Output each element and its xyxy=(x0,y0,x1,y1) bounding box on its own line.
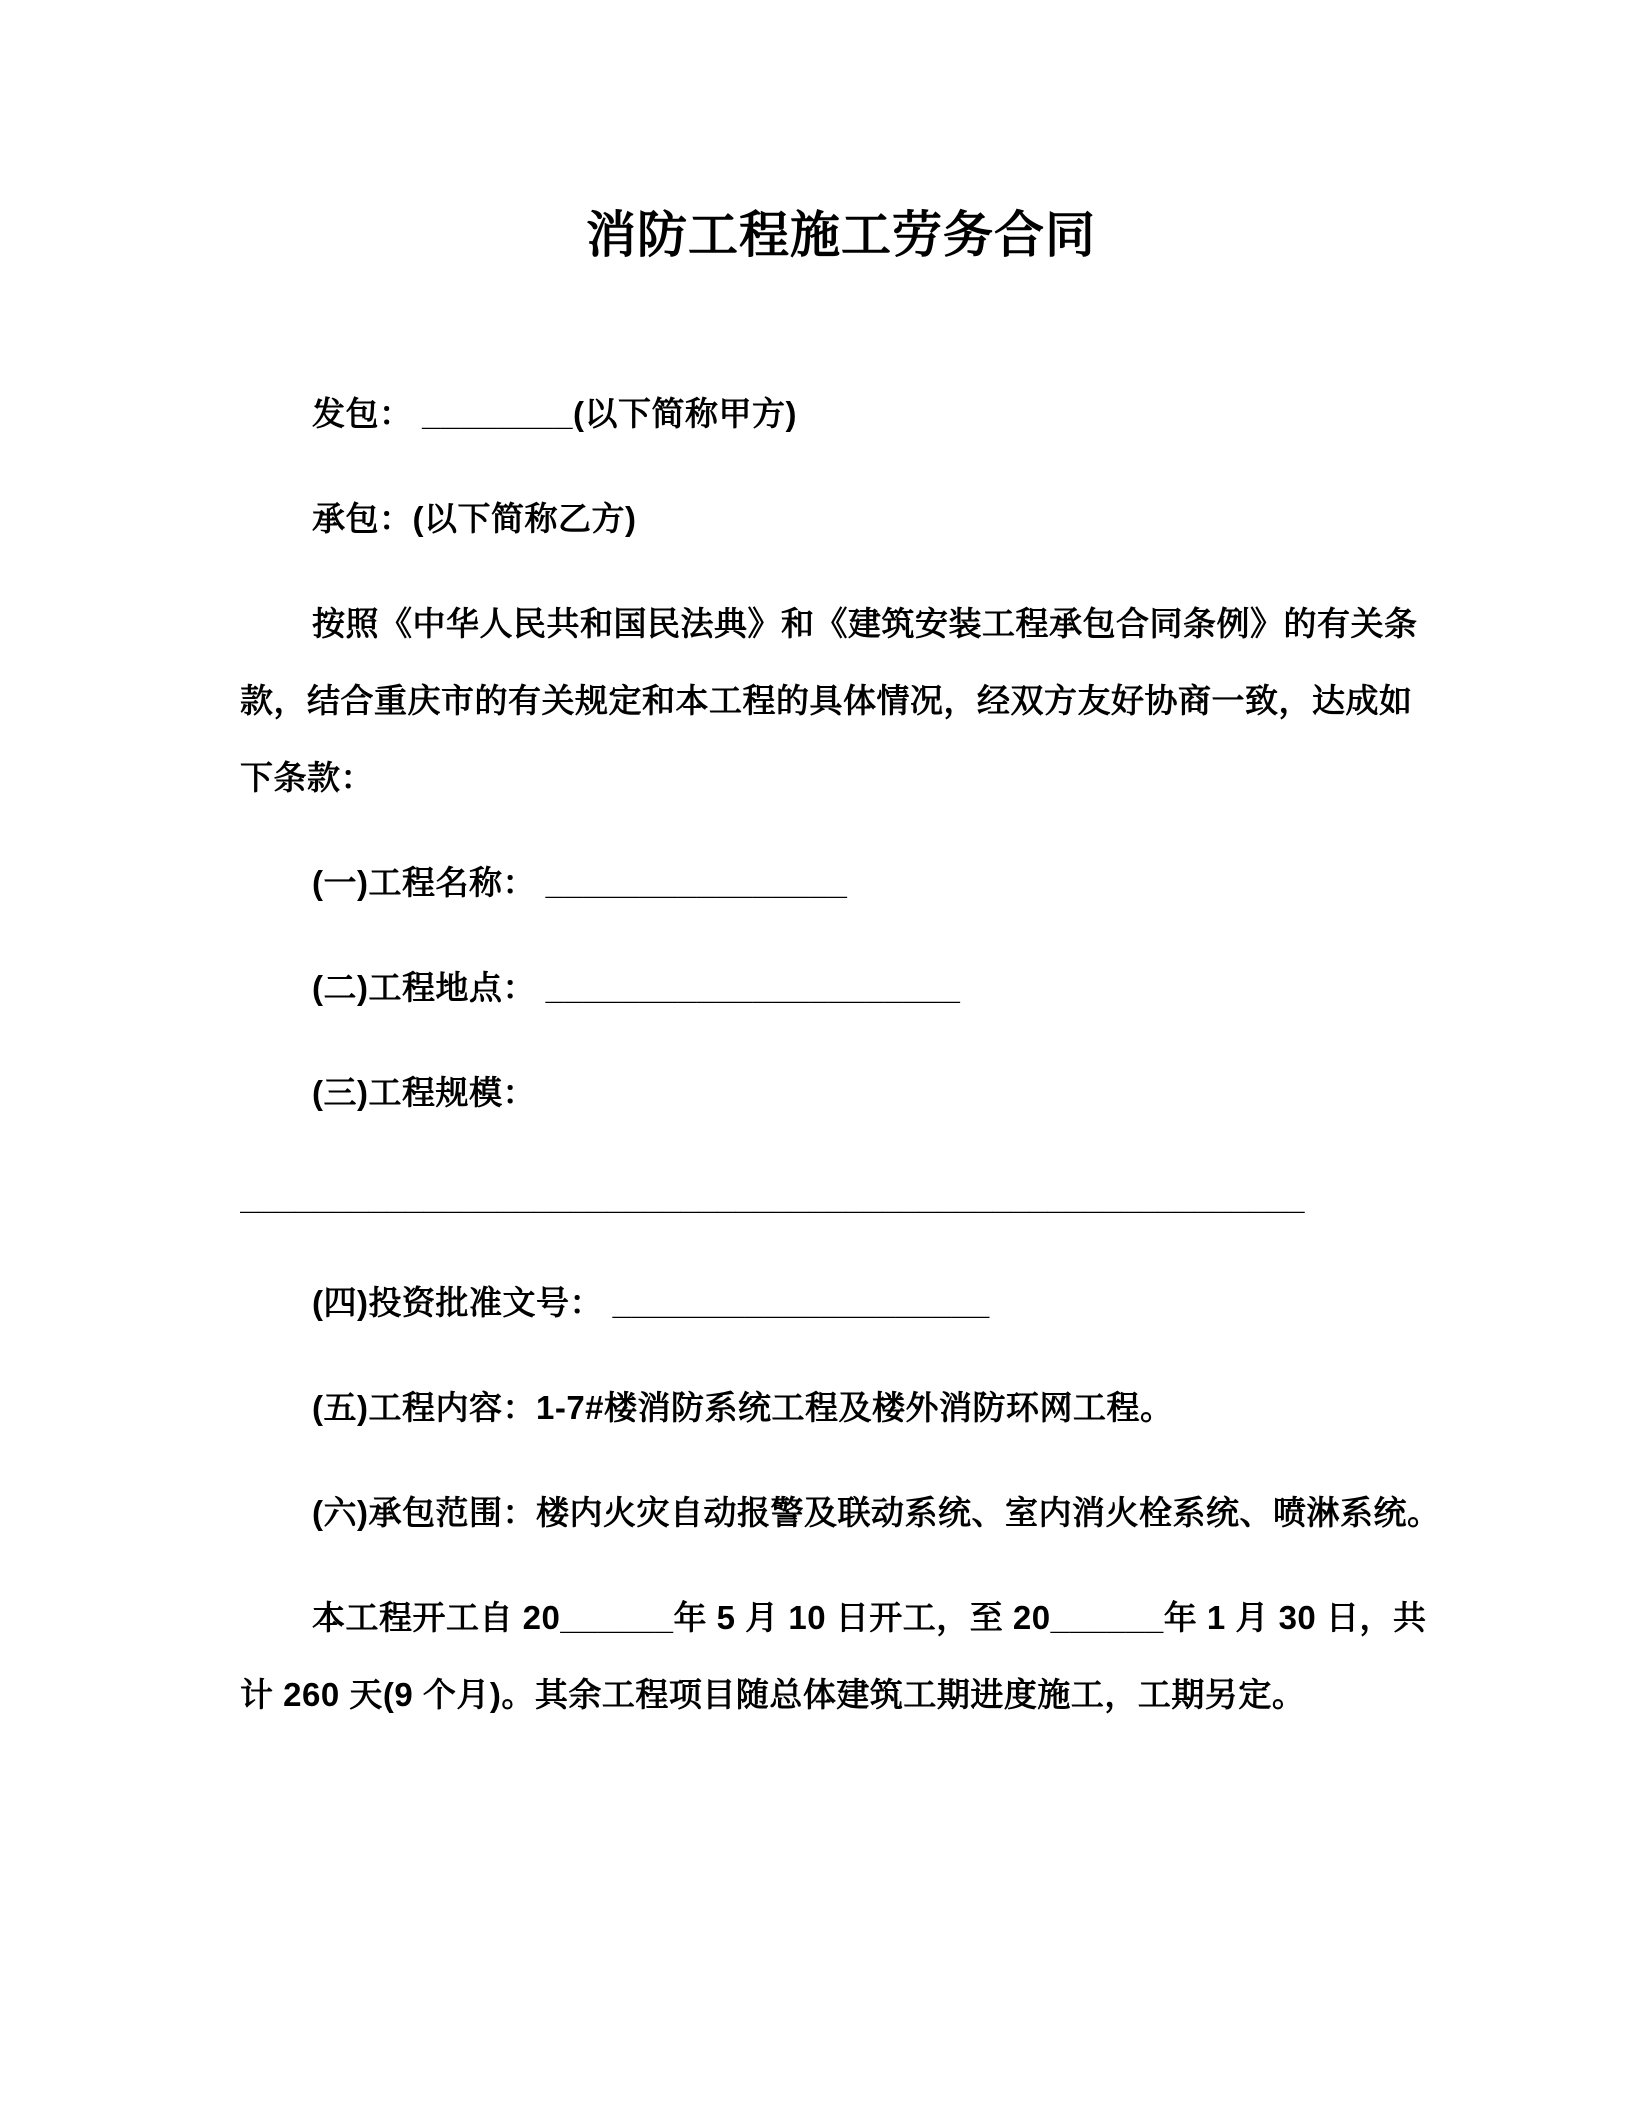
clause-contract-scope: (六)承包范围：楼内火灾自动报警及联动系统、室内消火栓系统、喷淋系统。 xyxy=(312,1494,1441,1531)
document-title: 消防工程施工劳务合同 xyxy=(586,207,1096,263)
preamble-paragraph: 按照《中华人民共和国民法典》和《建筑安装工程承包合同条例》的有关条款，结合重庆市的有关规定和本工程的具体情况，经双方友好协商一致，达成如下条款： xyxy=(240,605,1418,796)
schedule-paragraph: 本工程开工自 20______年 5 月 10 日开工，至 20______年 1 月 30 日，共计 260 天(9 个月)。其余工程项目随总体建筑工期进度施工，工期另定。 xyxy=(240,1599,1427,1713)
party-b-line: 承包：(以下简称乙方) xyxy=(312,500,637,537)
clause-project-scale: (三)工程规模： xyxy=(312,1074,536,1111)
party-a-line: 发包： ________(以下简称甲方) xyxy=(312,395,797,432)
clause-project-location: (二)工程地点： ______________________ xyxy=(312,969,961,1006)
clause-project-name: (一)工程名称： ________________ xyxy=(312,864,848,901)
clause-approval-number: (四)投资批准文号： ____________________ xyxy=(312,1284,990,1321)
blank-underline-fill-line: __________________________________________________________ xyxy=(240,1179,1305,1216)
clause-project-content: (五)工程内容：1-7#楼消防系统工程及楼外消防环网工程。 xyxy=(312,1389,1174,1426)
